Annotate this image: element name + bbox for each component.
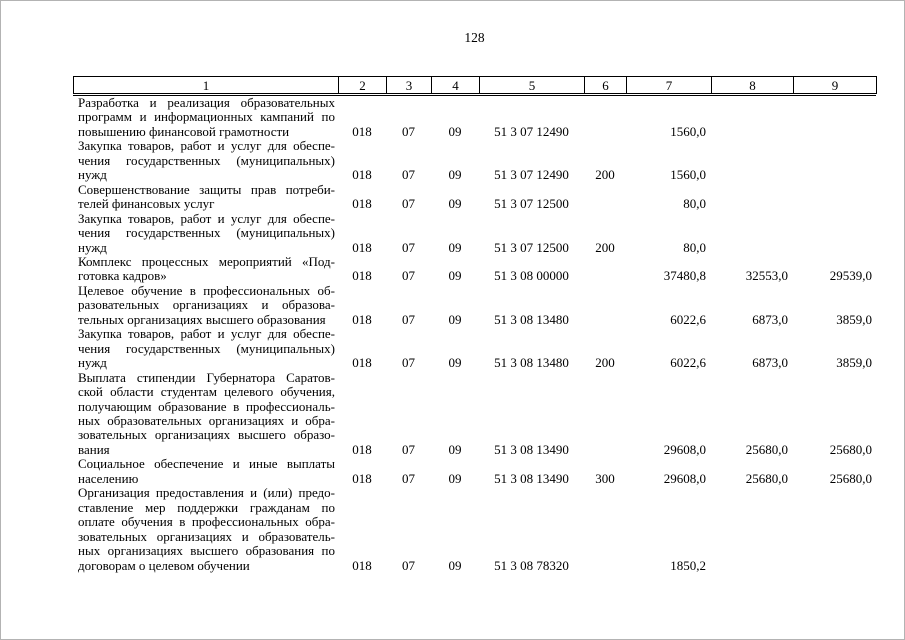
program-name-line: Закупка товаров, работ и услуг для обеспе- (78, 138, 335, 154)
code-razdel-cell: 07 (402, 167, 415, 183)
program-name-line: телей финансовых услуг (78, 196, 215, 212)
amount-col8-cell (711, 96, 793, 139)
code-razdel-cell: 07 (402, 441, 415, 457)
program-name-line: оплате обучения в профессиональных обра- (78, 514, 335, 530)
expense-type-cell: 200 (595, 355, 615, 371)
program-name-line: зовательных организациях и образователь- (78, 528, 335, 544)
expense-type-cell (584, 486, 626, 573)
header-cell-8: 8 (712, 77, 794, 94)
table-row (73, 457, 876, 486)
table-row (73, 255, 876, 284)
code-podrazdel-cell: 09 (448, 557, 462, 573)
program-name-cell (73, 457, 338, 486)
expense-type-cell: 300 (595, 470, 615, 486)
code-grbs-cell: 018 (352, 123, 372, 139)
amount-col9-cell (793, 486, 876, 573)
code-razdel-cell: 07 (402, 239, 415, 255)
code-grbs-cell: 018 (352, 167, 372, 183)
table-row (73, 486, 876, 573)
target-article-cell: 51 3 08 00000 (494, 268, 569, 284)
program-name-line: ской области студентам целевого обучения, (78, 384, 335, 400)
program-name-line: населению (78, 470, 139, 486)
target-article-cell: 51 3 07 12490 (494, 167, 569, 183)
program-name-line: Выплата стипендии Губернатора Саратов- (78, 369, 335, 385)
header-cell-5: 5 (480, 77, 585, 94)
program-name-line: Разработка и реализация образовательных (78, 95, 335, 110)
program-name-line: договорам о целевом обучении (78, 557, 250, 573)
code-podrazdel-cell: 09 (448, 123, 462, 139)
code-grbs-cell: 018 (352, 355, 372, 371)
program-name-line: ных образовательных организациях и обра- (78, 412, 335, 428)
expense-type-cell (584, 255, 626, 284)
code-podrazdel-cell: 09 (448, 441, 462, 457)
amount-col8-cell (711, 212, 793, 255)
expense-type-cell (584, 371, 626, 458)
target-article-cell: 51 3 08 13490 (494, 470, 569, 486)
program-name-line: Закупка товаров, работ и услуг для обеспе- (78, 210, 335, 226)
amount-col7-cell: 37480,8 (663, 268, 706, 284)
amount-col7-cell: 1560,0 (670, 123, 706, 139)
target-article-cell: 51 3 08 13480 (494, 355, 569, 371)
program-name-cell (73, 486, 338, 573)
amount-col9-cell: 29539,0 (829, 268, 872, 284)
code-razdel-cell: 07 (402, 196, 415, 212)
table-row (73, 212, 876, 255)
code-podrazdel-cell: 09 (448, 167, 462, 183)
header-cell-9: 9 (794, 77, 877, 94)
program-name-line: нужд (78, 239, 107, 255)
program-name-line: Совершенствование защиты прав потреби- (78, 181, 335, 197)
code-podrazdel-cell: 09 (448, 268, 462, 284)
amount-col8-cell: 25680,0 (745, 470, 788, 486)
expense-type-cell (584, 183, 626, 212)
amount-col8-cell: 6873,0 (752, 311, 788, 327)
header-cell-4: 4 (432, 77, 480, 94)
header-cell-3: 3 (387, 77, 432, 94)
header-cell-6: 6 (585, 77, 627, 94)
program-name-line: нужд (78, 355, 107, 371)
code-razdel-cell: 07 (402, 268, 415, 284)
program-name-line: чения государственных (муниципальных) (78, 340, 335, 356)
amount-col7-cell: 29608,0 (663, 470, 706, 486)
program-name-line: Социальное обеспечение и иные выплаты (78, 456, 335, 472)
amount-col9-cell (793, 212, 876, 255)
expense-type-cell (584, 284, 626, 327)
amount-col9-cell: 3859,0 (836, 311, 872, 327)
program-name-line: тельных организациях высшего образования (78, 311, 326, 327)
program-name-line: зовательных организациях высшего образо- (78, 427, 335, 443)
page-number: 128 (464, 30, 485, 45)
table-header (73, 76, 877, 94)
code-razdel-cell: 07 (402, 123, 415, 139)
code-podrazdel-cell: 09 (448, 355, 462, 371)
code-grbs-cell: 018 (352, 470, 372, 486)
code-podrazdel-cell: 09 (448, 239, 462, 255)
amount-col8-cell: 6873,0 (752, 355, 788, 371)
program-name-line: Организация предоставления и (или) предо- (78, 485, 335, 501)
amount-col8-cell (711, 183, 793, 212)
table-row (73, 183, 876, 212)
program-name-line: разовательных организациях и образова- (78, 297, 335, 313)
code-grbs-cell: 018 (352, 196, 372, 212)
table-row (73, 371, 876, 458)
code-razdel-cell: 07 (402, 557, 415, 573)
code-grbs-cell: 018 (352, 557, 372, 573)
program-name-cell (73, 284, 338, 327)
program-name-line: программ и информационных кампаний по (78, 109, 335, 125)
expense-type-cell: 200 (595, 167, 615, 183)
table-row (73, 284, 876, 327)
amount-col7-cell: 6022,6 (670, 355, 706, 371)
code-podrazdel-cell: 09 (448, 311, 462, 327)
program-name-line: повышению финансовой грамотности (78, 123, 290, 139)
code-grbs-cell: 018 (352, 441, 372, 457)
budget-table (73, 76, 876, 573)
program-name-cell (73, 212, 338, 255)
header-cell-2: 2 (339, 77, 387, 94)
program-name-line: Целевое обучение в профессиональных об- (78, 282, 335, 298)
target-article-cell: 51 3 07 12490 (494, 123, 569, 139)
expense-type-cell: 200 (595, 239, 615, 255)
table-row (73, 96, 876, 139)
amount-col8-cell: 25680,0 (745, 441, 788, 457)
program-name-line: Закупка товаров, работ и услуг для обеспе- (78, 326, 335, 342)
header-cell-7: 7 (627, 77, 712, 94)
code-grbs-cell: 018 (352, 311, 372, 327)
code-grbs-cell: 018 (352, 239, 372, 255)
program-name-line: ставление мер поддержки гражданам по (78, 499, 335, 515)
program-name-cell (73, 371, 338, 458)
amount-col8-cell: 32553,0 (745, 268, 788, 284)
code-razdel-cell: 07 (402, 311, 415, 327)
code-podrazdel-cell: 09 (448, 196, 462, 212)
code-razdel-cell: 07 (402, 355, 415, 371)
expense-type-cell (584, 96, 626, 139)
program-name-line: Комплекс процессных мероприятий «Под- (78, 253, 335, 269)
header-cell-1: 1 (74, 77, 339, 94)
table-body (73, 96, 876, 573)
amount-col9-cell: 3859,0 (836, 355, 872, 371)
amount-col9-cell (793, 96, 876, 139)
target-article-cell: 51 3 08 78320 (494, 557, 569, 573)
program-name-line: чения государственных (муниципальных) (78, 225, 335, 241)
program-name-line: чения государственных (муниципальных) (78, 152, 335, 168)
target-article-cell: 51 3 08 13480 (494, 311, 569, 327)
target-article-cell: 51 3 07 12500 (494, 239, 569, 255)
program-name-cell (73, 255, 338, 284)
code-grbs-cell: 018 (352, 268, 372, 284)
amount-col7-cell: 1560,0 (670, 167, 706, 183)
program-name-line: получающим образование в профессиональ- (78, 398, 335, 414)
amount-col9-cell: 25680,0 (829, 470, 872, 486)
code-podrazdel-cell: 09 (448, 470, 462, 486)
amount-col7-cell: 6022,6 (670, 311, 706, 327)
program-name-line: нужд (78, 167, 107, 183)
table-header-row (74, 77, 877, 94)
amount-col8-cell (711, 486, 793, 573)
table-body-table (73, 96, 876, 573)
amount-col9-cell (793, 183, 876, 212)
program-name-cell (73, 327, 338, 370)
amount-col9-cell: 25680,0 (829, 441, 872, 457)
program-name-cell (73, 96, 338, 139)
amount-col8-cell (711, 139, 793, 182)
program-name-cell (73, 139, 338, 182)
target-article-cell: 51 3 07 12500 (494, 196, 569, 212)
amount-col7-cell: 1850,2 (670, 557, 706, 573)
program-name-cell (73, 183, 338, 212)
amount-col7-cell: 80,0 (683, 239, 706, 255)
program-name-line: ных организациях высшего образования по (78, 543, 335, 559)
amount-col9-cell (793, 139, 876, 182)
program-name-line: готовка кадров» (78, 268, 167, 284)
program-name-line: вания (78, 441, 110, 457)
table-row (73, 139, 876, 182)
amount-col7-cell: 80,0 (683, 196, 706, 212)
table-row (73, 327, 876, 370)
target-article-cell: 51 3 08 13490 (494, 441, 569, 457)
amount-col7-cell: 29608,0 (663, 441, 706, 457)
code-razdel-cell: 07 (402, 470, 415, 486)
